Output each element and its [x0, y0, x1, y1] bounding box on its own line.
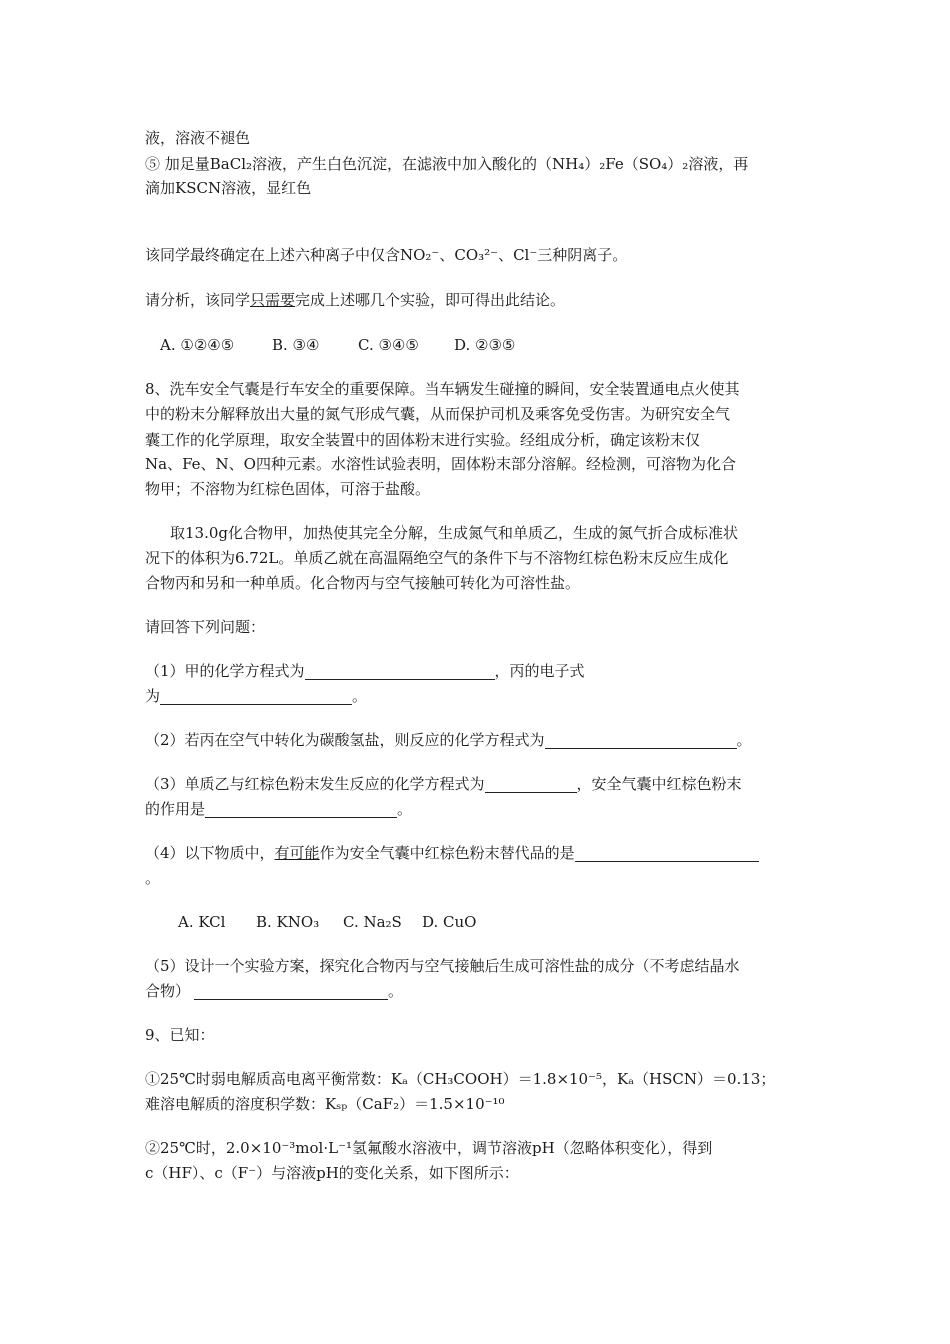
options-q8-4 [178, 910, 476, 934]
subquestion-4: （4）以下物质中，有可能作为安全气囊中红棕色粉末替代品的是 [145, 841, 759, 865]
condition-1-cont: 难溶电解质的溶度积学数：Kₛₚ（CaF₂）＝1.5×10⁻¹⁰ [145, 1095, 505, 1113]
subquestion-1-cont: 为 。 [145, 687, 368, 705]
option-a: A. KCl [178, 913, 226, 931]
conclusion-text: 该同学最终确定在上述六种离子中仅含NO₂⁻、CO₃²⁻、Cl⁻三种阴离子。 [145, 246, 628, 264]
option-d: D. ②③⑤ [454, 336, 516, 354]
answer-prompt: 请回答下列问题： [145, 618, 266, 636]
question-7-prompt: 请分析，该同学只需要完成上述哪几个实验，即可得出此结论。 [145, 291, 566, 309]
answer-blank[interactable] [545, 730, 737, 749]
subquestion-1: （1）甲的化学方程式为 ，丙的电子式 [145, 662, 585, 680]
answer-blank[interactable] [305, 661, 495, 680]
question-9-title: 9、已知： [145, 1026, 215, 1044]
text-line: 液，溶液不褪色 [145, 129, 251, 147]
subquestion-3: （3）单质乙与红棕色粉末发生反应的化学方程式为 ，安全气囊中红棕色粉末 [145, 775, 742, 793]
option-c: C. ③④⑤ [358, 336, 419, 354]
condition-1: ①25℃时弱电解质高电离平衡常数：Kₐ（CH₃COOH）＝1.8×10⁻⁵，Kₐ（HSCN）＝0.13； [145, 1070, 776, 1088]
text-line: ⑤ 加足量BaCl₂溶液，产生白色沉淀，在滤液中加入酸化的（NH₄）₂Fe（SO₄）₂溶液，再 [145, 155, 749, 173]
q8-p2-line: 况下的体积为6.72L。单质乙就在高温隔绝空气的条件下与不溶物红棕色粉末反应生成化 [145, 549, 729, 567]
option-b: B. ③④ [272, 336, 320, 354]
option-a: A. ①②④⑤ [160, 336, 235, 354]
subquestion-3-cont: 的作用是 。 [145, 800, 413, 818]
underlined-text: 只需要 [250, 291, 296, 309]
q8-line: 物甲；不溶物为红棕色固体，可溶于盐酸。 [145, 480, 431, 498]
q8-line: Na、Fe、N、O四种元素。水溶性试验表明，固体粉末部分溶解。经检测，可溶物为化合 [145, 455, 736, 473]
q8-p2-line: 取13.0g化合物甲，加热使其完全分解，生成氮气和单质乙，生成的氮气折合成标准状 [170, 524, 739, 542]
condition-2: ②25℃时，2.0×10⁻³mol·L⁻¹氢氟酸水溶液中，调节溶液pH（忽略体积变化），得到 [145, 1139, 713, 1157]
answer-blank[interactable] [485, 774, 577, 793]
text-line: 滴加KSCN溶液，显红色 [145, 179, 312, 197]
subquestion-2: （2）若丙在空气中转化为碳酸氢盐，则反应的化学方程式为 。 [145, 731, 752, 749]
q8-line: 中的粉末分解释放出大量的氮气形成气囊，从而保护司机及乘客免受伤害。为研究安全气 [145, 405, 731, 423]
q8-line: 囊工作的化学原理，取安全装置中的固体粉末进行实验。经组成分析，确定该粉末仅 [145, 431, 701, 449]
q8-line: 8、洗车安全气囊是行车安全的重要保障。当车辆发生碰撞的瞬间，安全装置通电点火使其 [145, 380, 740, 398]
option-b: B. KNO₃ [256, 913, 320, 931]
condition-2-cont: c（HF）、c（F⁻）与溶液pH的变化关系，如下图所示： [145, 1164, 519, 1182]
answer-blank[interactable] [194, 981, 388, 1000]
answer-blank[interactable] [205, 799, 397, 818]
underlined-text: 有可能 [274, 844, 320, 862]
options-q7 [160, 333, 515, 357]
subquestion-5: （5）设计一个实验方案，探究化合物丙与空气接触后生成可溶性盐的成分（不考虑结晶水 [145, 957, 740, 975]
option-c: C. Na₂S [343, 913, 402, 931]
answer-blank[interactable] [575, 843, 759, 862]
answer-blank[interactable] [160, 686, 352, 705]
option-d: D. CuO [422, 913, 477, 931]
subquestion-5-cont: 合物） 。 [145, 982, 404, 1000]
subquestion-4-end: 。 [145, 869, 161, 887]
q8-p2-line: 合物丙和另和一种单质。化合物丙与空气接触可转化为可溶性盐。 [145, 574, 581, 592]
